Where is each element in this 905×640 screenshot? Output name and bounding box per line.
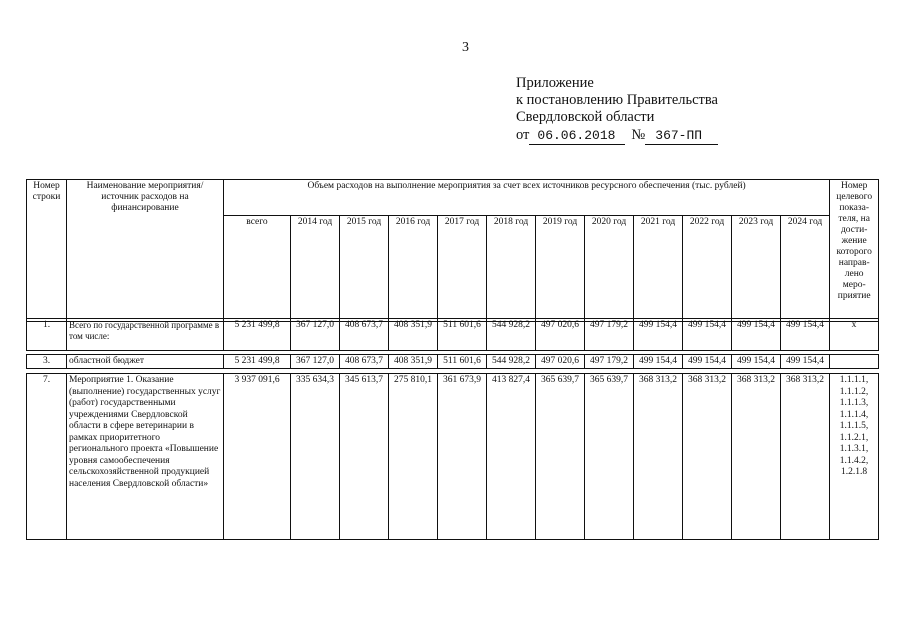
decree-date: 06.06.2018 (529, 127, 625, 145)
value-cell: 367 127,0 (291, 319, 340, 351)
value-cell: 367 127,0 (291, 355, 340, 369)
header-year: 2023 год (732, 216, 781, 322)
header-year: 2015 год (340, 216, 389, 322)
value-cell: 499 154,4 (732, 319, 781, 351)
header-volume: Объем расходов на выполнение мероприятия за счет всех источников ресурсного обеспечения (тыс. рублей) (224, 180, 830, 216)
header-year: 2016 год (389, 216, 438, 322)
value-cell: 408 351,9 (389, 319, 438, 351)
table-row (26, 318, 879, 351)
row-number-cell: 1. (27, 319, 67, 351)
value-cell: 413 827,4 (487, 374, 536, 540)
value-cell: 497 179,2 (585, 355, 634, 369)
value-cell: 368 313,2 (634, 374, 683, 540)
header-year: 2021 год (634, 216, 683, 322)
value-cell: 544 928,2 (487, 355, 536, 369)
row-number-cell: 3. (27, 355, 67, 369)
value-cell: 499 154,4 (634, 319, 683, 351)
from-label: от (516, 127, 530, 143)
appendix-header (516, 75, 718, 145)
table-row (26, 373, 879, 540)
appendix-title: Приложение (516, 75, 594, 91)
header-year: 2014 год (291, 216, 340, 322)
value-cell: 511 601,6 (438, 319, 487, 351)
header-name: Наименование мероприятия/ источник расходов на финансирование (67, 180, 224, 322)
header-year: 2020 год (585, 216, 634, 322)
value-cell: 499 154,4 (683, 319, 732, 351)
value-cell: 499 154,4 (781, 319, 830, 351)
value-cell: 499 154,4 (781, 355, 830, 369)
value-cell: 361 673,9 (438, 374, 487, 540)
value-cell: 275 810,1 (389, 374, 438, 540)
value-cell: 499 154,4 (683, 355, 732, 369)
value-cell: 544 928,2 (487, 319, 536, 351)
target-cell: 1.1.1.1, 1.1.1.2, 1.1.1.3, 1.1.1.4, 1.1.1.5, 1.1.2.1, 1.1.3.1, 1.1.4.2, 1.2.1.8 (830, 374, 879, 540)
row-number-cell: 7. (27, 374, 67, 540)
value-cell: 368 313,2 (683, 374, 732, 540)
value-cell: 368 313,2 (781, 374, 830, 540)
value-cell: 497 020,6 (536, 355, 585, 369)
appendix-region-line: Свердловской области (516, 109, 655, 125)
number-sign: № (631, 127, 646, 143)
row-name-cell: Всего по государственной программе в том числе: (67, 319, 224, 351)
page-number: 3 (462, 40, 469, 55)
target-cell (830, 355, 879, 369)
value-cell: 497 179,2 (585, 319, 634, 351)
row-total-cell: 5 231 499,8 (224, 355, 291, 369)
header-year: 2022 год (683, 216, 732, 322)
table-row (26, 354, 879, 369)
value-cell: 335 634,3 (291, 374, 340, 540)
header-total: всего (224, 216, 291, 322)
row-name-cell: областной бюджет (67, 355, 224, 369)
value-cell: 497 020,6 (536, 319, 585, 351)
value-cell: 365 639,7 (585, 374, 634, 540)
value-cell: 368 313,2 (732, 374, 781, 540)
value-cell: 408 673,7 (340, 319, 389, 351)
header-year: 2019 год (536, 216, 585, 322)
header-target: Номер целевого показа-теля, на дости-жение которого направ-лено меро-приятие (830, 180, 879, 322)
value-cell: 499 154,4 (732, 355, 781, 369)
appendix-date-line (516, 127, 718, 145)
header-year: 2018 год (487, 216, 536, 322)
row-total-cell: 5 231 499,8 (224, 319, 291, 351)
target-cell: х (830, 319, 879, 351)
decree-number: 367-ПП (645, 127, 718, 145)
value-cell: 365 639,7 (536, 374, 585, 540)
row-total-cell: 3 937 091,6 (224, 374, 291, 540)
row-name-cell: Мероприятие 1. Оказание (выполнение) государственных услуг (работ) государственными учреждениями Свердловской области в сфере ветеринарии в рамках приоритетного регионального проекта «Повышение уровня самообеспечения сельскохозяйственной продукцией населения Свердловской области» (67, 374, 224, 540)
appendix-decree-line: к постановлению Правительства (516, 92, 718, 108)
header-row-number: Номер строки (27, 180, 67, 322)
budget-table-header (26, 179, 879, 322)
header-year: 2017 год (438, 216, 487, 322)
value-cell: 408 673,7 (340, 355, 389, 369)
value-cell: 511 601,6 (438, 355, 487, 369)
value-cell: 499 154,4 (634, 355, 683, 369)
value-cell: 408 351,9 (389, 355, 438, 369)
value-cell: 345 613,7 (340, 374, 389, 540)
header-year: 2024 год (781, 216, 830, 322)
